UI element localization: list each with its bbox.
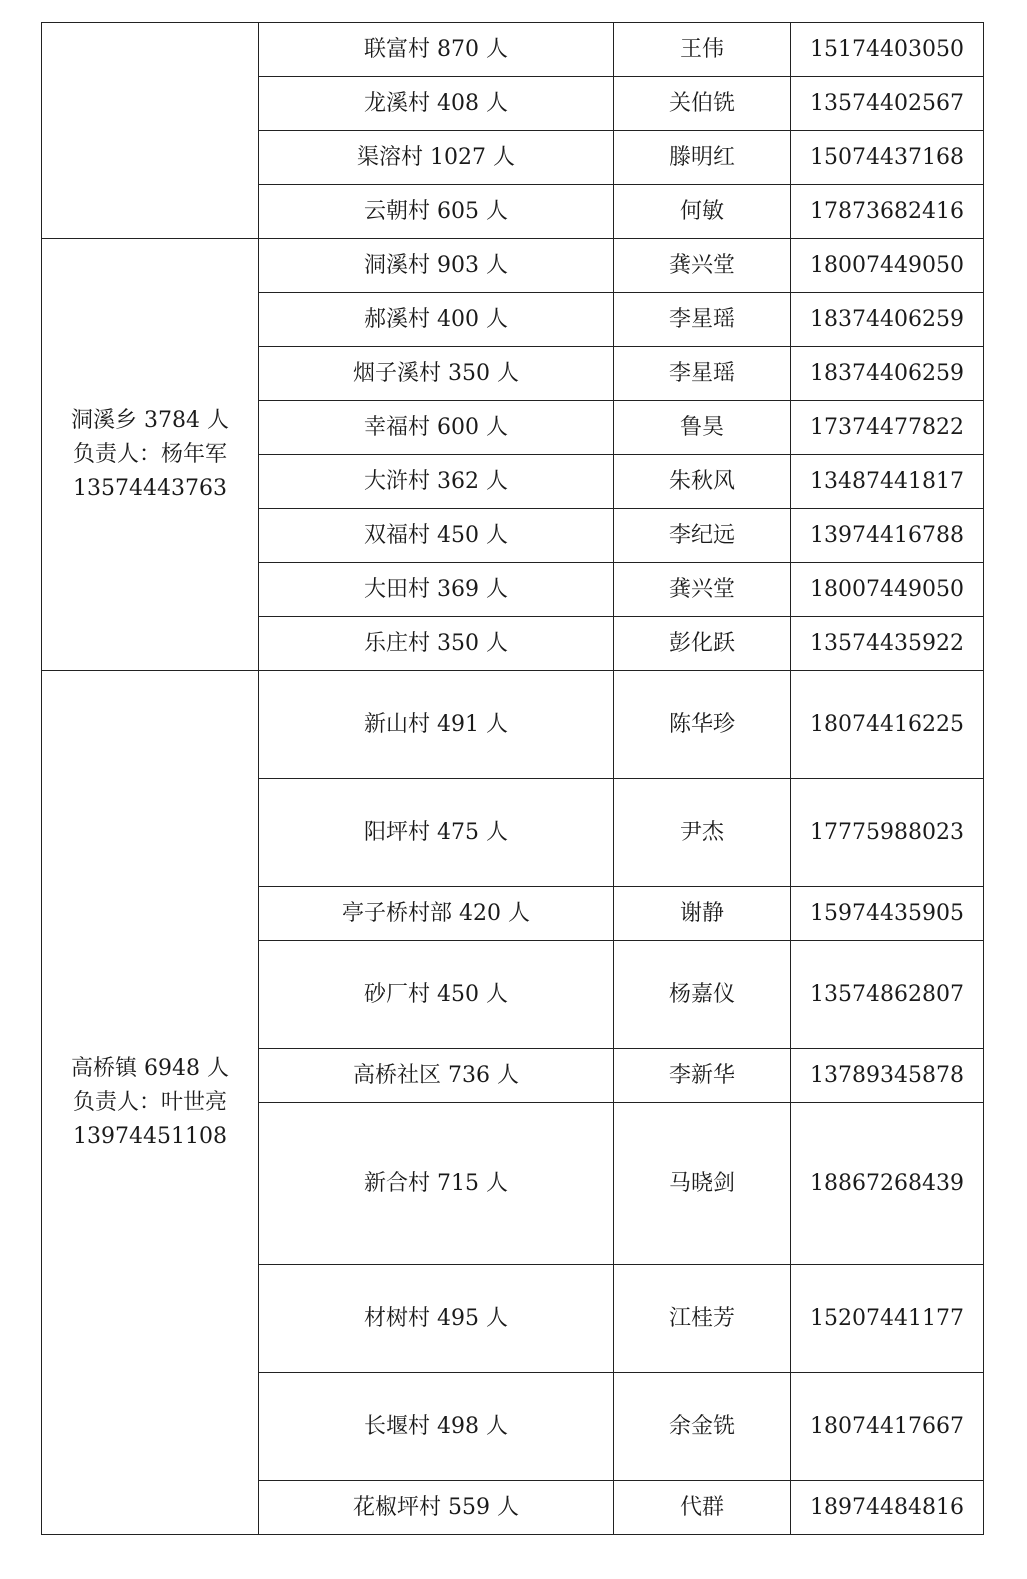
township-cell (42, 671, 259, 1535)
village-cell: 阳坪村 475 人 (259, 779, 614, 887)
village-cell: 烟子溪村 350 人 (259, 347, 614, 401)
table-row (42, 671, 984, 779)
contact-phone-cell: 13574402567 (791, 77, 984, 131)
contact-phone-cell: 18074416225 (791, 671, 984, 779)
village-cell: 渠溶村 1027 人 (259, 131, 614, 185)
contact-phone-cell: 18867268439 (791, 1103, 984, 1265)
contact-name-cell: 王伟 (614, 23, 791, 77)
contact-phone-cell: 13789345878 (791, 1049, 984, 1103)
contact-phone-cell: 18074417667 (791, 1373, 984, 1481)
village-cell: 高桥社区 736 人 (259, 1049, 614, 1103)
contact-name-cell: 李星瑶 (614, 293, 791, 347)
village-cell: 云朝村 605 人 (259, 185, 614, 239)
contact-phone-cell: 17775988023 (791, 779, 984, 887)
contact-phone-cell: 15207441177 (791, 1265, 984, 1373)
village-cell: 亭子桥村部 420 人 (259, 887, 614, 941)
township-leader-phone: 13574443763 (73, 475, 227, 501)
table-body (42, 23, 984, 1535)
village-cell: 郝溪村 400 人 (259, 293, 614, 347)
contact-phone-cell: 13574435922 (791, 617, 984, 671)
township-name: 高桥镇 6948 人 (71, 1055, 229, 1081)
contact-phone-cell: 13974416788 (791, 509, 984, 563)
contact-phone-cell: 15074437168 (791, 131, 984, 185)
contact-phone-cell: 13487441817 (791, 455, 984, 509)
contact-name-cell: 李新华 (614, 1049, 791, 1103)
contact-name-cell: 李纪远 (614, 509, 791, 563)
village-cell: 大田村 369 人 (259, 563, 614, 617)
contact-phone-cell: 15974435905 (791, 887, 984, 941)
village-cell: 大浒村 362 人 (259, 455, 614, 509)
contact-name-cell: 杨嘉仪 (614, 941, 791, 1049)
contact-name-cell: 代群 (614, 1481, 791, 1535)
contact-name-cell: 彭化跃 (614, 617, 791, 671)
contact-name-cell: 滕明红 (614, 131, 791, 185)
contact-name-cell: 尹杰 (614, 779, 791, 887)
township-leader: 负责人：叶世亮 (72, 1089, 227, 1115)
contact-name-cell: 龚兴堂 (614, 563, 791, 617)
contact-name-cell: 马晓剑 (614, 1103, 791, 1265)
contact-phone-cell: 17374477822 (791, 401, 984, 455)
contact-name-cell: 关伯铣 (614, 77, 791, 131)
village-cell: 双福村 450 人 (259, 509, 614, 563)
village-cell: 联富村 870 人 (259, 23, 614, 77)
contact-name-cell: 李星瑶 (614, 347, 791, 401)
contact-name-cell: 朱秋风 (614, 455, 791, 509)
village-cell: 长堰村 498 人 (259, 1373, 614, 1481)
township-name: 洞溪乡 3784 人 (71, 407, 229, 433)
contact-phone-cell: 18374406259 (791, 347, 984, 401)
village-contact-table (41, 22, 984, 1535)
township-leader: 负责人：杨年军 (72, 441, 227, 467)
village-cell: 砂厂村 450 人 (259, 941, 614, 1049)
contact-phone-cell: 15174403050 (791, 23, 984, 77)
village-cell: 幸福村 600 人 (259, 401, 614, 455)
contact-phone-cell: 18007449050 (791, 563, 984, 617)
village-cell: 龙溪村 408 人 (259, 77, 614, 131)
village-cell: 新山村 491 人 (259, 671, 614, 779)
contact-name-cell: 陈华珍 (614, 671, 791, 779)
contact-phone-cell: 18374406259 (791, 293, 984, 347)
village-cell: 新合村 715 人 (259, 1103, 614, 1265)
village-cell: 乐庄村 350 人 (259, 617, 614, 671)
contact-phone-cell: 18007449050 (791, 239, 984, 293)
contact-name-cell: 谢静 (614, 887, 791, 941)
contact-name-cell: 江桂芳 (614, 1265, 791, 1373)
contact-name-cell: 鲁昊 (614, 401, 791, 455)
village-cell: 洞溪村 903 人 (259, 239, 614, 293)
township-cell (42, 239, 259, 671)
contact-name-cell: 龚兴堂 (614, 239, 791, 293)
contact-phone-cell: 13574862807 (791, 941, 984, 1049)
table-row (42, 23, 984, 77)
village-cell: 花椒坪村 559 人 (259, 1481, 614, 1535)
table-row (42, 239, 984, 293)
township-cell (42, 23, 259, 239)
contact-name-cell: 余金铣 (614, 1373, 791, 1481)
contact-phone-cell: 17873682416 (791, 185, 984, 239)
contact-phone-cell: 18974484816 (791, 1481, 984, 1535)
township-leader-phone: 13974451108 (73, 1123, 227, 1149)
contact-name-cell: 何敏 (614, 185, 791, 239)
village-cell: 材树村 495 人 (259, 1265, 614, 1373)
